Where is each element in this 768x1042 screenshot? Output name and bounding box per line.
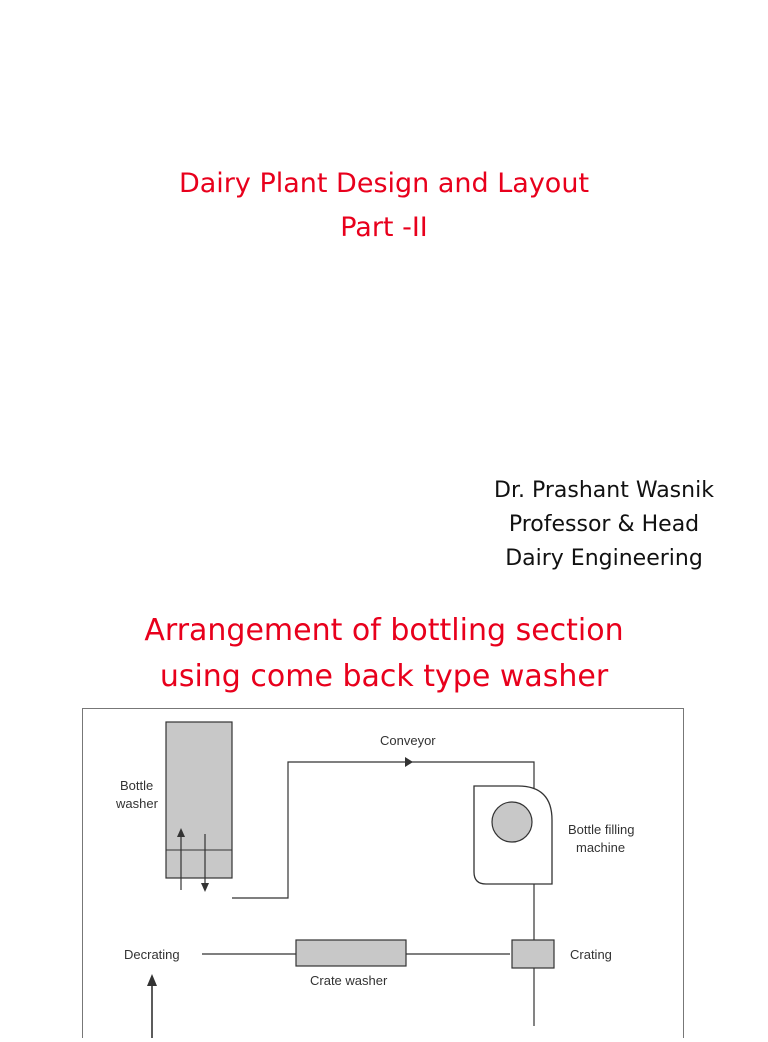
crating-label: Crating	[570, 947, 612, 962]
section-title-line-1: Arrangement of bottling section	[144, 613, 624, 648]
crate-washer-box	[296, 940, 406, 966]
crating-box	[512, 940, 554, 968]
title-line-2: Part -II	[340, 212, 428, 243]
bottling-layout-diagram	[82, 708, 684, 1038]
decrating-arrow-head	[147, 974, 157, 986]
author-name: Dr. Prashant Wasnik	[494, 478, 714, 503]
bottle-washer-label-1: Bottle	[120, 778, 154, 793]
conveyor-label: Conveyor	[380, 733, 436, 748]
bottle-washer-box	[166, 722, 232, 878]
section-title	[0, 608, 768, 700]
author-block	[456, 474, 752, 576]
title-line-1: Dairy Plant Design and Layout	[178, 168, 590, 199]
author-department: Dairy Engineering	[505, 546, 703, 571]
bottle-washer-label-2: washer	[116, 796, 158, 811]
washer-out-arrow-head	[201, 883, 209, 892]
bottle-filling-label-1: Bottle filling	[568, 822, 635, 837]
filling-machine-drum	[492, 802, 532, 842]
crate-washer-label: Crate washer	[310, 973, 388, 988]
conveyor-arrow-head	[405, 757, 413, 767]
section-title-line-2: using come back type washer	[159, 659, 609, 694]
diagram-svg	[82, 708, 684, 1038]
bottle-filling-label-2: machine	[576, 840, 626, 855]
decrating-label: Decrating	[124, 947, 180, 962]
author-position: Professor & Head	[508, 512, 700, 537]
slide-title	[0, 162, 768, 250]
